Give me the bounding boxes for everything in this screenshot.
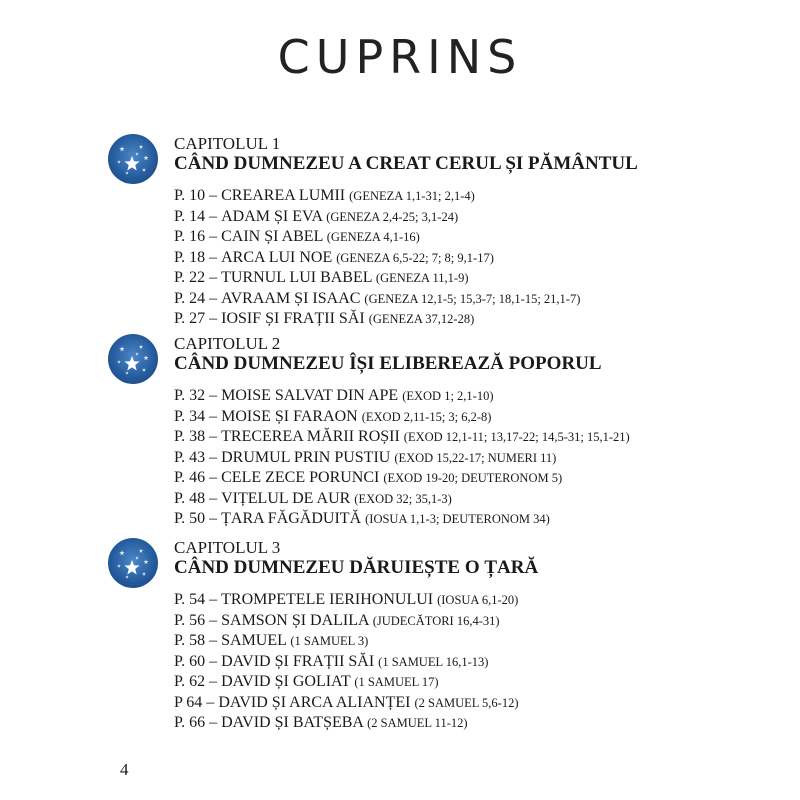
entry-page: P. 16 — [174, 228, 206, 245]
chapter-label: CAPITOLUL 2 — [174, 334, 281, 353]
entry-reference: (EXOD 32; 35,1-3) — [354, 491, 452, 506]
entry-dash: – — [206, 693, 215, 711]
entry-reference: (EXOD 19-20; DEUTERONOM 5) — [383, 471, 563, 485]
chapter-entries — [174, 590, 519, 734]
star-icon — [108, 134, 158, 184]
entry-page: P. 22 — [174, 269, 206, 286]
entry-page: P. 43 — [174, 448, 206, 466]
entry-dash: – — [209, 673, 218, 690]
entry-dash: – — [209, 289, 218, 307]
entry-page: P. 34 — [174, 407, 206, 425]
page-number: 4 — [120, 760, 129, 779]
entry-title: ȚARA FĂGĂDUITĂ — [221, 510, 362, 527]
entry-dash: – — [209, 207, 218, 225]
entry-dash: – — [209, 591, 218, 608]
entry-title: ADAM ȘI EVA — [221, 207, 323, 225]
entry-reference: (GENEZA 6,5-22; 7; 8; 9,1-17) — [336, 250, 494, 265]
star-badge-icon — [108, 134, 158, 184]
toc-entry — [174, 386, 630, 407]
toc-entry — [174, 268, 580, 289]
entry-dash: – — [209, 632, 218, 649]
entry-title: TRECEREA MĂRII ROȘII — [221, 428, 400, 445]
entry-dash: – — [209, 187, 218, 204]
entry-page: P. 58 — [174, 632, 206, 649]
chapter-label: CAPITOLUL 3 — [174, 538, 281, 557]
toc-entry — [174, 289, 580, 310]
entry-dash: – — [209, 714, 218, 731]
entry-page: P. 14 — [174, 207, 206, 225]
entry-reference: (1 SAMUEL 16,1-13) — [378, 654, 489, 669]
entry-dash: – — [209, 407, 218, 425]
entry-dash: – — [209, 387, 218, 404]
entry-dash: – — [209, 489, 218, 507]
entry-reference: (2 SAMUEL 5,6-12) — [414, 695, 519, 710]
entry-page: P. 66 — [174, 714, 206, 731]
toc-entry — [174, 227, 580, 248]
entry-page: P 64 — [174, 693, 203, 711]
entry-page: P. 56 — [174, 611, 206, 629]
entry-dash: – — [209, 652, 218, 670]
entry-page: P. 50 — [174, 510, 206, 527]
entry-title: DAVID ȘI BATȘEBA — [221, 714, 364, 731]
entry-reference: (GENEZA 11,1-9) — [375, 271, 469, 285]
entry-title: DRUMUL PRIN PUSTIU — [221, 448, 391, 466]
toc-entry — [174, 631, 519, 652]
entry-page: P. 48 — [174, 489, 206, 507]
entry-reference: (IOSUA 1,1-3; DEUTERONOM 34) — [365, 512, 550, 526]
entry-dash: – — [209, 248, 218, 266]
toc-entry — [174, 509, 630, 530]
star-badge-icon — [108, 538, 158, 588]
entry-dash: – — [209, 469, 218, 486]
entry-title: SAMUEL — [221, 632, 287, 649]
toc-entry — [174, 611, 519, 632]
entry-reference: (EXOD 1; 2,1-10) — [402, 389, 494, 403]
star-icon — [108, 538, 158, 588]
toc-entry — [174, 672, 519, 693]
entry-reference: (JUDECĂTORI 16,4-31) — [372, 613, 500, 628]
entry-page: P. 24 — [174, 289, 206, 307]
entry-title: DAVID ȘI ARCA ALIANȚEI — [218, 693, 411, 711]
entry-dash: – — [209, 448, 218, 466]
entry-reference: (EXOD 2,11-15; 3; 6,2-8) — [361, 409, 492, 424]
entry-page: P. 38 — [174, 428, 206, 445]
toc-entry — [174, 489, 630, 510]
chapter-title: CÂND DUMNEZEU ÎȘI ELIBEREAZĂ POPORUL — [174, 353, 602, 374]
toc-entry — [174, 248, 580, 269]
toc-entry — [174, 407, 630, 428]
entry-page: P. 32 — [174, 387, 206, 404]
toc-entry — [174, 652, 519, 673]
entry-reference: (IOSUA 6,1-20) — [437, 593, 519, 607]
chapter-entries — [174, 186, 580, 330]
entry-reference: (GENEZA 4,1-16) — [326, 230, 420, 244]
star-badge-icon — [108, 334, 158, 384]
entry-page: P. 10 — [174, 187, 206, 204]
entry-title: DAVID ȘI GOLIAT — [221, 673, 351, 690]
entry-reference: (GENEZA 2,4-25; 3,1-24) — [326, 209, 459, 224]
entry-title: DAVID ȘI FRAȚII SĂI — [221, 652, 375, 670]
entry-dash: – — [209, 269, 218, 286]
entry-title: VIȚELUL DE AUR — [221, 489, 351, 507]
toc-entry — [174, 468, 630, 489]
entry-reference: (GENEZA 12,1-5; 15,3-7; 18,1-15; 21,1-7) — [364, 291, 581, 306]
entry-title: ARCA LUI NOE — [221, 248, 333, 266]
toc-entry — [174, 309, 580, 330]
entry-reference: (GENEZA 37,12-28) — [368, 312, 475, 326]
entry-title: AVRAAM ȘI ISAAC — [221, 289, 361, 307]
entry-dash: – — [209, 428, 218, 445]
toc-entry — [174, 427, 630, 448]
page-title: CUPRINS — [277, 30, 523, 84]
toc-entry — [174, 693, 519, 714]
entry-title: CELE ZECE PORUNCI — [221, 469, 380, 486]
toc-entry — [174, 713, 519, 734]
toc-entry — [174, 186, 580, 207]
chapter-title: CÂND DUMNEZEU A CREAT CERUL ȘI PĂMÂNTUL — [174, 153, 638, 174]
entry-dash: – — [209, 611, 218, 629]
entry-dash: – — [209, 310, 218, 327]
entry-page: P. 62 — [174, 673, 206, 690]
entry-page: P. 60 — [174, 652, 206, 670]
entry-reference: (GENEZA 1,1-31; 2,1-4) — [349, 189, 475, 203]
entry-title: MOISE SALVAT DIN APE — [221, 387, 399, 404]
entry-title: MOISE ȘI FARAON — [221, 407, 358, 425]
chapter-entries — [174, 386, 630, 530]
entry-reference: (2 SAMUEL 11-12) — [367, 716, 468, 730]
entry-reference: (EXOD 12,1-11; 13,17-22; 14,5-31; 15,1-21) — [403, 430, 630, 444]
toc-entry — [174, 448, 630, 469]
entry-dash: – — [209, 510, 218, 527]
toc-entry — [174, 590, 519, 611]
entry-page: P. 27 — [174, 310, 206, 327]
entry-reference: (EXOD 15,22-17; NUMERI 11) — [394, 450, 557, 465]
entry-title: CAIN ȘI ABEL — [221, 228, 323, 245]
entry-page: P. 18 — [174, 248, 206, 266]
chapter-label: CAPITOLUL 1 — [174, 134, 281, 153]
entry-title: IOSIF ȘI FRAȚII SĂI — [221, 310, 365, 327]
entry-title: CREAREA LUMII — [221, 187, 346, 204]
star-icon — [108, 334, 158, 384]
entry-title: TURNUL LUI BABEL — [221, 269, 372, 286]
chapter-title: CÂND DUMNEZEU DĂRUIEȘTE O ȚARĂ — [174, 557, 539, 578]
entry-reference: (1 SAMUEL 17) — [354, 675, 439, 689]
entry-page: P. 54 — [174, 591, 206, 608]
entry-title: SAMSON ȘI DALILA — [221, 611, 369, 629]
entry-title: TROMPETELE IERIHONULUI — [221, 591, 434, 608]
entry-reference: (1 SAMUEL 3) — [290, 634, 369, 648]
entry-page: P. 46 — [174, 469, 206, 486]
toc-entry — [174, 207, 580, 228]
entry-dash: – — [209, 228, 218, 245]
